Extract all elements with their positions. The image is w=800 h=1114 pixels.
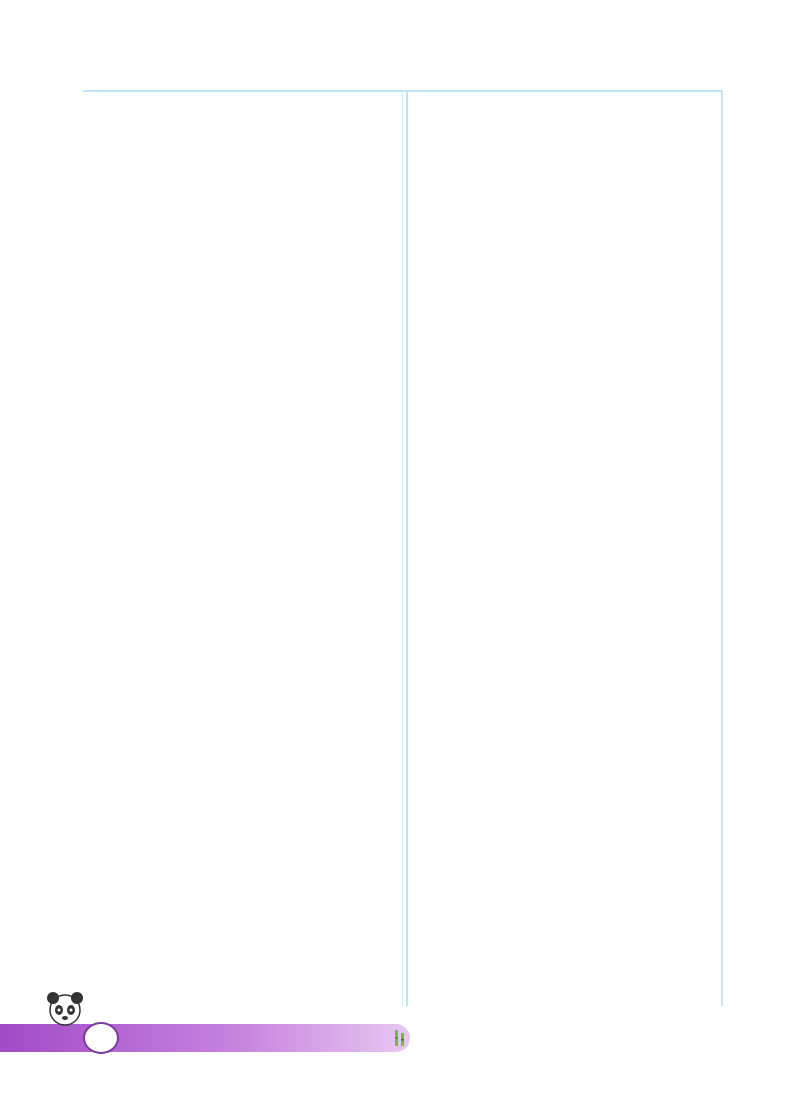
content-frame <box>83 90 723 1006</box>
bamboo-icon <box>392 1028 408 1048</box>
frame-top <box>83 90 723 92</box>
panda-icon <box>45 988 85 1032</box>
frame-right <box>721 90 723 1006</box>
column-divider <box>406 90 408 1006</box>
page-number <box>83 1022 119 1054</box>
column-divider-inner <box>402 90 403 1006</box>
